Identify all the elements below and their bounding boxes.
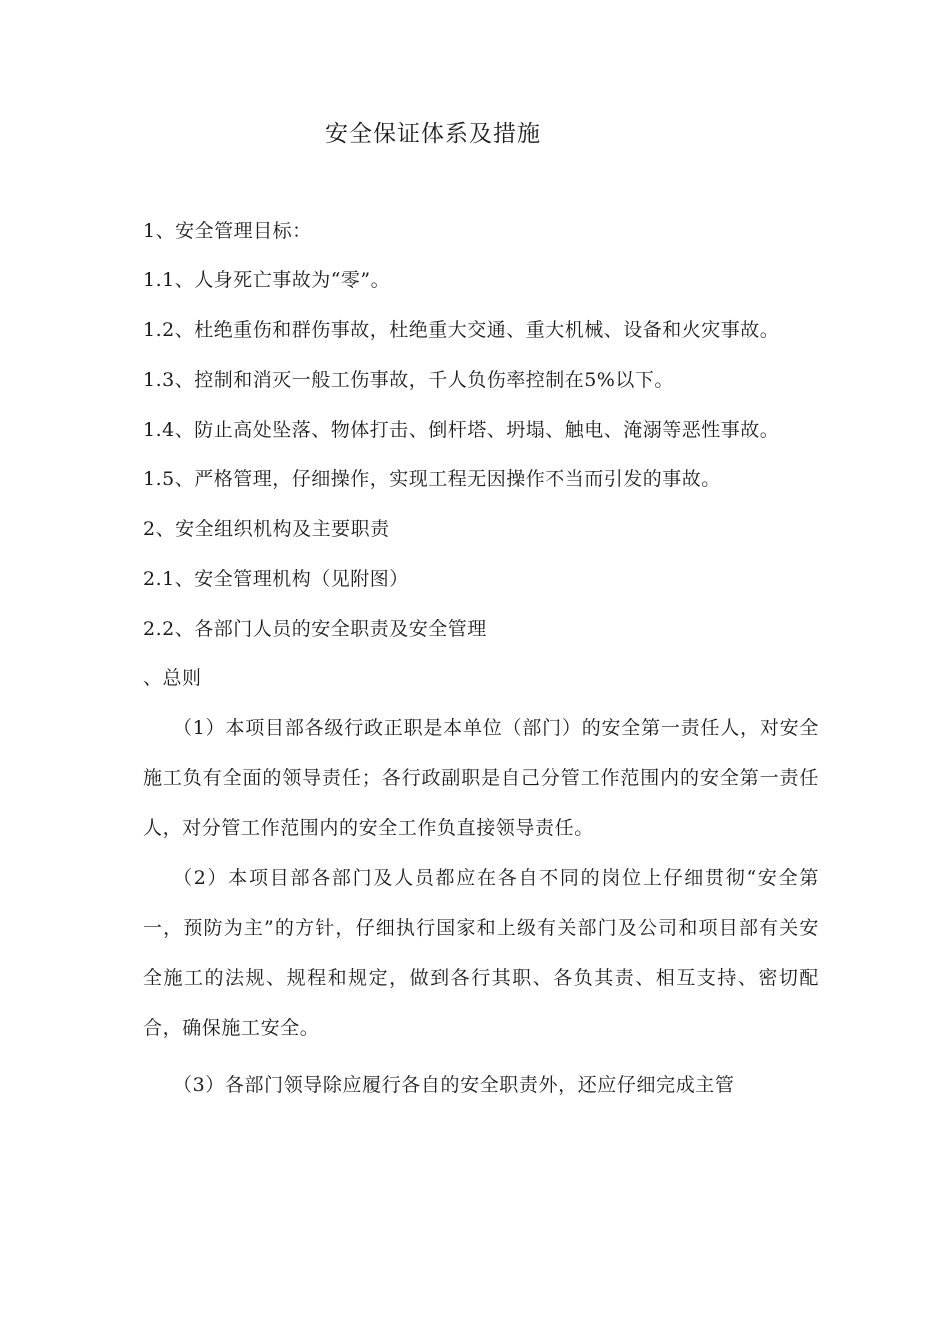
- paragraph-rule-1: （1）本项目部各级行政正职是本单位（部门）的安全第一责任人，对安全施工负有全面的领导责任；各行政副职是自己分管工作范围内的安全第一责任人，对分管工作范围内的安全工作负直接领导责任。: [143, 717, 819, 839]
- org-item-2-2: 2.2、各部门人员的安全职责及安全管理: [143, 618, 487, 640]
- goal-item-1-1: 1.1、人身死亡事故为“零”。: [143, 269, 391, 291]
- paragraph-rule-3: （3）各部门领导除应履行各自的安全职责外，还应仔细完成主管: [173, 1074, 735, 1096]
- goal-item-1-3: 1.3、控制和消灭一般工伤事故，千人负伤率控制在5%以下。: [143, 369, 674, 391]
- paragraph-rule-2: （2）本项目部各部门及人员都应在各自不同的岗位上仔细贯彻“安全第一，预防为主”的方针，仔细执行国家和上级有关部门及公司和项目部有关安全施工的法规、规程和规定，做到各行其职、各负其责、相互支持、密切配合，确保施工安全。: [143, 867, 819, 1039]
- document-title: 安全保证体系及措施: [325, 121, 541, 147]
- heading-safety-goals: 1、安全管理目标：: [143, 220, 312, 242]
- heading-organization: 2、安全组织机构及主要职责: [143, 518, 390, 540]
- goal-item-1-5: 1.5、严格管理，仔细操作，实现工程无因操作不当而引发的事故。: [143, 468, 721, 490]
- goal-item-1-2: 1.2、杜绝重伤和群伤事故，杜绝重大交通、重大机械、设备和火灾事故。: [143, 319, 780, 341]
- goal-item-1-4: 1.4、防止高处坠落、物体打击、倒杆塔、坍塌、触电、淹溺等恶性事故。: [143, 419, 780, 441]
- heading-general-rules: 、总则: [143, 667, 202, 689]
- org-item-2-1: 2.1、安全管理机构（见附图）: [143, 568, 409, 590]
